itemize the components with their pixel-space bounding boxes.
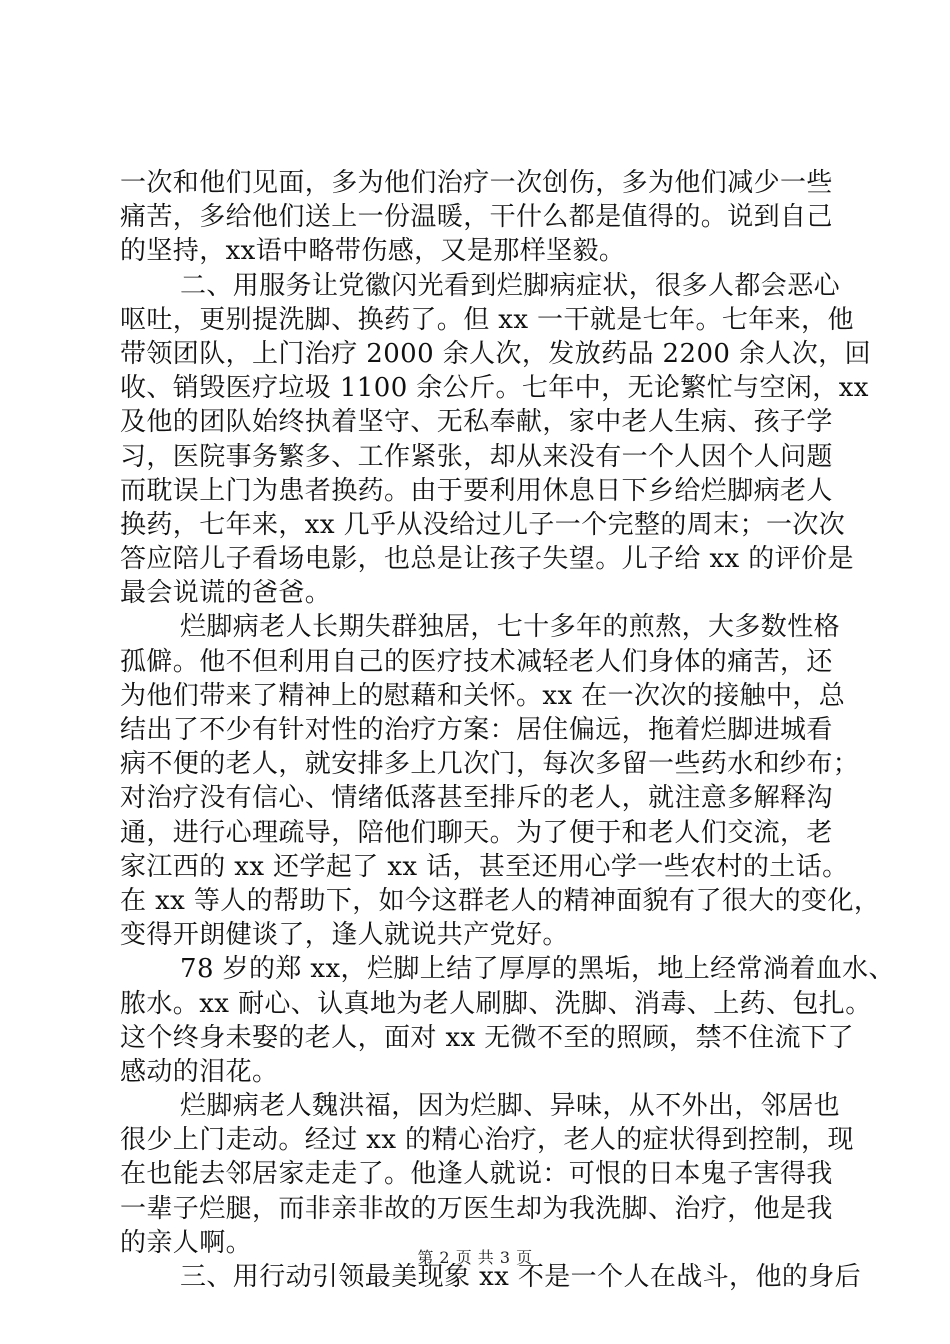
text-line: 痛苦，多给他们送上一份温暖，干什么都是值得的。说到自己 <box>120 202 833 233</box>
text-line: 在 xx 等人的帮助下，如今这群老人的精神面貌有了很大的变化， <box>120 885 881 916</box>
text-line: 为他们带来了精神上的慰藉和关怀。xx 在一次次的接触中，总 <box>120 680 846 711</box>
paragraph-start-line: 烂脚病老人魏洪福，因为烂脚、异味，从不外出，邻居也 <box>180 1091 841 1122</box>
text-line: 习，医院事务繁多、工作紧张，却从来没有一个人因个人问题 <box>120 441 833 472</box>
text-line: 最会说谎的爸爸。 <box>120 578 332 609</box>
text-line: 及他的团队始终执着坚守、无私奉献，家中老人生病、孩子学 <box>120 407 833 438</box>
text-line: 带领团队，上门治疗 2000 余人次，发放药品 2200 余人次，回 <box>120 338 871 369</box>
text-line: 脓水。xx 耐心、认真地为老人刷脚、洗脚、消毒、上药、包扎。 <box>120 988 872 1019</box>
section-heading-line: 三、用行动引领最美现象 xx 不是一个人在战斗，他的身后 <box>180 1262 862 1292</box>
text-line: 很少上门走动。经过 xx 的精心治疗，老人的症状得到控制，现 <box>120 1125 854 1156</box>
text-line: 病不便的老人，就安排多上几次门，每次多留一些药水和纱布； <box>120 749 860 780</box>
text-line: 家江西的 xx 还学起了 xx 话，甚至还用心学一些农村的土话。 <box>120 851 849 882</box>
page-number-footer: 第 2 页 共 3 页 <box>417 1248 533 1267</box>
text-line: 的亲人啊。 <box>120 1227 253 1258</box>
text-line: 而耽误上门为患者换药。由于要利用休息日下乡给烂脚病老人 <box>120 475 833 506</box>
document-body <box>120 166 895 1294</box>
paragraph-start-line: 78 岁的郑 xx，烂脚上结了厚厚的黑垢，地上经常淌着血水、 <box>180 954 895 985</box>
text-line: 收、销毁医疗垃圾 1100 余公斤。七年中，无论繁忙与空闲，xx <box>120 373 869 404</box>
section-heading-line: 二、用服务让党徽闪光看到烂脚病症状，很多人都会恶心 <box>180 270 841 301</box>
paragraph-start-line: 烂脚病老人长期失群独居，七十多年的煎熬，大多数性格 <box>180 612 841 643</box>
text-line: 的坚持，xx语中略带伤感，又是那样坚毅。 <box>120 236 626 267</box>
text-line: 感动的泪花。 <box>120 1056 279 1087</box>
text-line: 答应陪儿子看场电影，也总是让孩子失望。儿子给 xx 的评价是 <box>120 544 854 575</box>
text-line: 在也能去邻居家走走了。他逢人就说：可恨的日本鬼子害得我 <box>120 1159 833 1190</box>
text-line: 换药，七年来，xx 几乎从没给过儿子一个完整的周末；一次次 <box>120 509 846 540</box>
text-line: 对治疗没有信心、情绪低落甚至排斥的老人，就注意多解释沟 <box>120 783 833 814</box>
text-line: 变得开朗健谈了，逢人就说共产党好。 <box>120 920 569 951</box>
text-line: 通，进行心理疏导，陪他们聊天。为了便于和老人们交流，老 <box>120 817 833 848</box>
text-line: 结出了不少有针对性的治疗方案：居住偏远，拖着烂脚进城看 <box>120 715 833 745</box>
text-line: 孤僻。他不但利用自己的医疗技术减轻老人们身体的痛苦，还 <box>120 646 833 677</box>
text-line: 一辈子烂腿，而非亲非故的万医生却为我洗脚、治疗，他是我 <box>120 1193 833 1224</box>
text-line: 一次和他们见面，多为他们治疗一次创伤，多为他们减少一些 <box>120 168 833 198</box>
text-line: 呕吐，更别提洗脚、换药了。但 xx 一干就是七年。七年来，他 <box>120 304 854 335</box>
text-line: 这个终身未娶的老人，面对 xx 无微不至的照顾，禁不住流下了 <box>120 1022 854 1053</box>
